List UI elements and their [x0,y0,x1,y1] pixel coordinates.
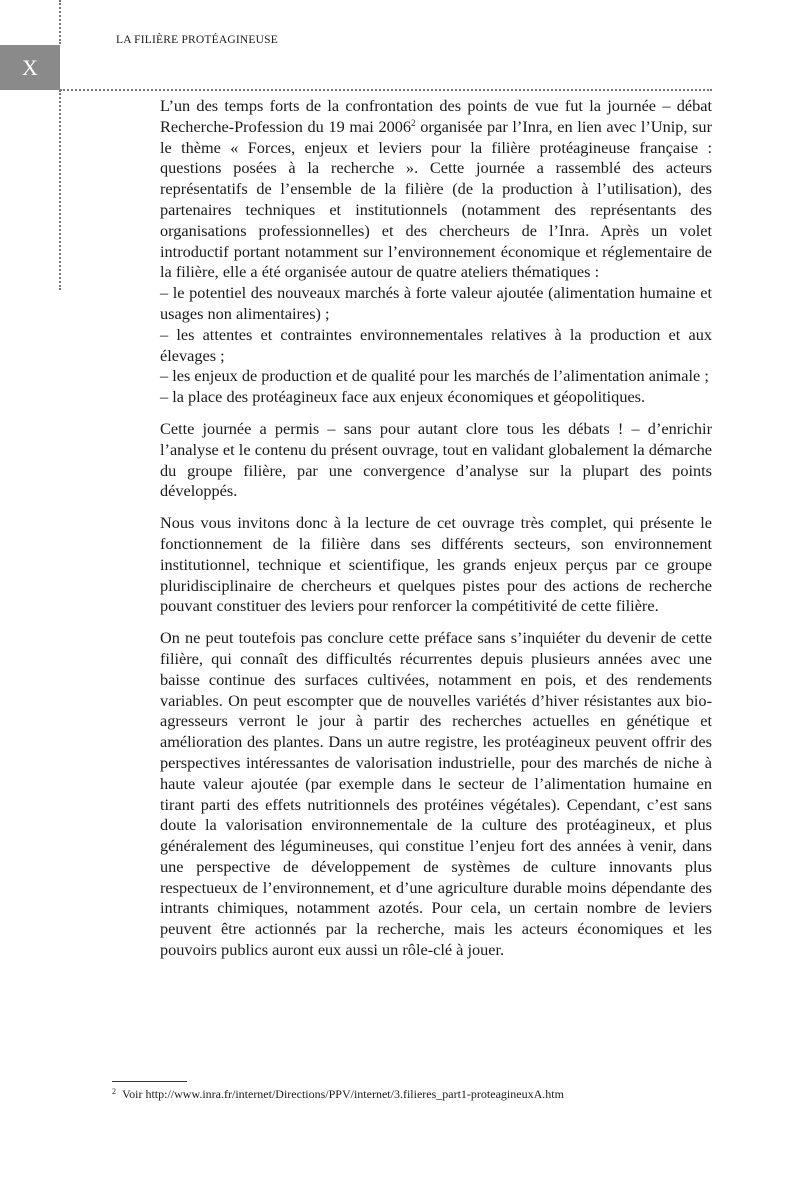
paragraph-2: Cette journée a permis – sans pour autant clore tous les débats ! – d’enrichir l’analyse et le contenu du présent ouvrage, tout en validant globalement la démarche du groupe filière, par une convergence d’analyse sur la plupart des points développés. [160,418,712,501]
paragraph-1 [160,96,712,408]
footnote-marker: 2 [112,1087,116,1096]
paragraph-4: On ne peut toutefois pas conclure cette préface sans s’inquiéter du devenir de cette filière, qui connaît des difficultés récurrentes depuis plusieurs années avec une baisse continue des surfaces cultivées, notamment en pois, et des rendements variables. On peut escompter que de nouvelles variétés d’hiver résistantes aux bio-agresseurs verront le jour à partir des recherches actuelles en génétique et amélioration des plantes. Dans un autre registre, les protéagineux peuvent offrir des perspectives intéressantes de valorisation industrielle, pour des marchés de niche à haute valeur ajoutée (par exemple dans le secteur de l’alimentation humaine en tirant parti des effets nutritionnels des protéines végétales). Cependant, c’est sans doute la valorisation environnementale de la culture des protéagineux, et plus généralement des légumineuses, qui constitue l’enjeu fort des années à venir, dans une perspective de développement de systèmes de culture innovants plus respectueux de l’environnement, et d’une agriculture durable moins dépendante des intrants chimiques, notamment azotés. Pour cela, un certain nombre de leviers peuvent être actionnés par la recherche, mais les acteurs économiques et les pouvoirs publics auront eux aussi un rôle-clé à jouer. [160,628,712,960]
margin-dotted-line-top [59,0,61,44]
footnote [112,1087,564,1102]
list-item: – le potentiel des nouveaux marchés à forte valeur ajoutée (alimentation humaine et usages non alimentaires) ; [160,283,712,323]
list-item: – la place des protéagineux face aux enjeux économiques et géopolitiques. [160,387,646,407]
footnote-ref[interactable]: 2 [411,117,416,128]
margin-dotted-line-bottom [59,90,61,290]
running-head: LA FILIÈRE PROTÉAGINEUSE [116,34,278,46]
page-number: X [22,55,38,80]
paragraph-1-part-b: organisée par l’Inra, en lien avec l’Unip, sur le thème « Forces, enjeux et leviers pour la filière protéagineuse française : questions posées à la recherche ». Cette journée a rassemblé des acteurs représentatifs de l’ensemble de la filière (de la production à l’utilisation), des partenaires techniques et institutionnels (notamment des représentants des organisations professionnelles) et des chercheurs de l’Inra. Après un volet introductif portant notamment sur l’environnement économique et réglementaire de la filière, elle a été organisée autour de quatre ateliers thématiques : [160,116,712,282]
header-dotted-rule [60,89,712,91]
footnote-text: Voir http://www.inra.fr/internet/Directions/PPV/internet/3.filieres_part1-proteagineuxA.htm [122,1087,564,1101]
paragraph-3: Nous vous invitons donc à la lecture de cet ouvrage très complet, qui présente le fonctionnement de la filière dans ses différents secteurs, son environnement institutionnel, technique et scientifique, les grands enjeux perçus par ce groupe pluridisciplinaire de chercheurs et quelques pistes pour des actions de recherche pouvant constituer des leviers pour renforcer la compétitivité de cette filière. [160,513,712,616]
list-item: – les attentes et contraintes environnementales relatives à la production et aux élevages ; [160,324,712,365]
body-text [160,96,712,972]
list-item: – les enjeux de production et de qualité pour les marchés de l’alimentation animale ; [160,366,709,386]
paragraph-1-part-a: L’un des temps forts de la confrontation des points de vue fut la journée – débat Recherche-Profession du 19 mai 2006 [160,96,712,136]
page-number-tab [0,45,60,90]
footnote-rule [112,1081,187,1082]
